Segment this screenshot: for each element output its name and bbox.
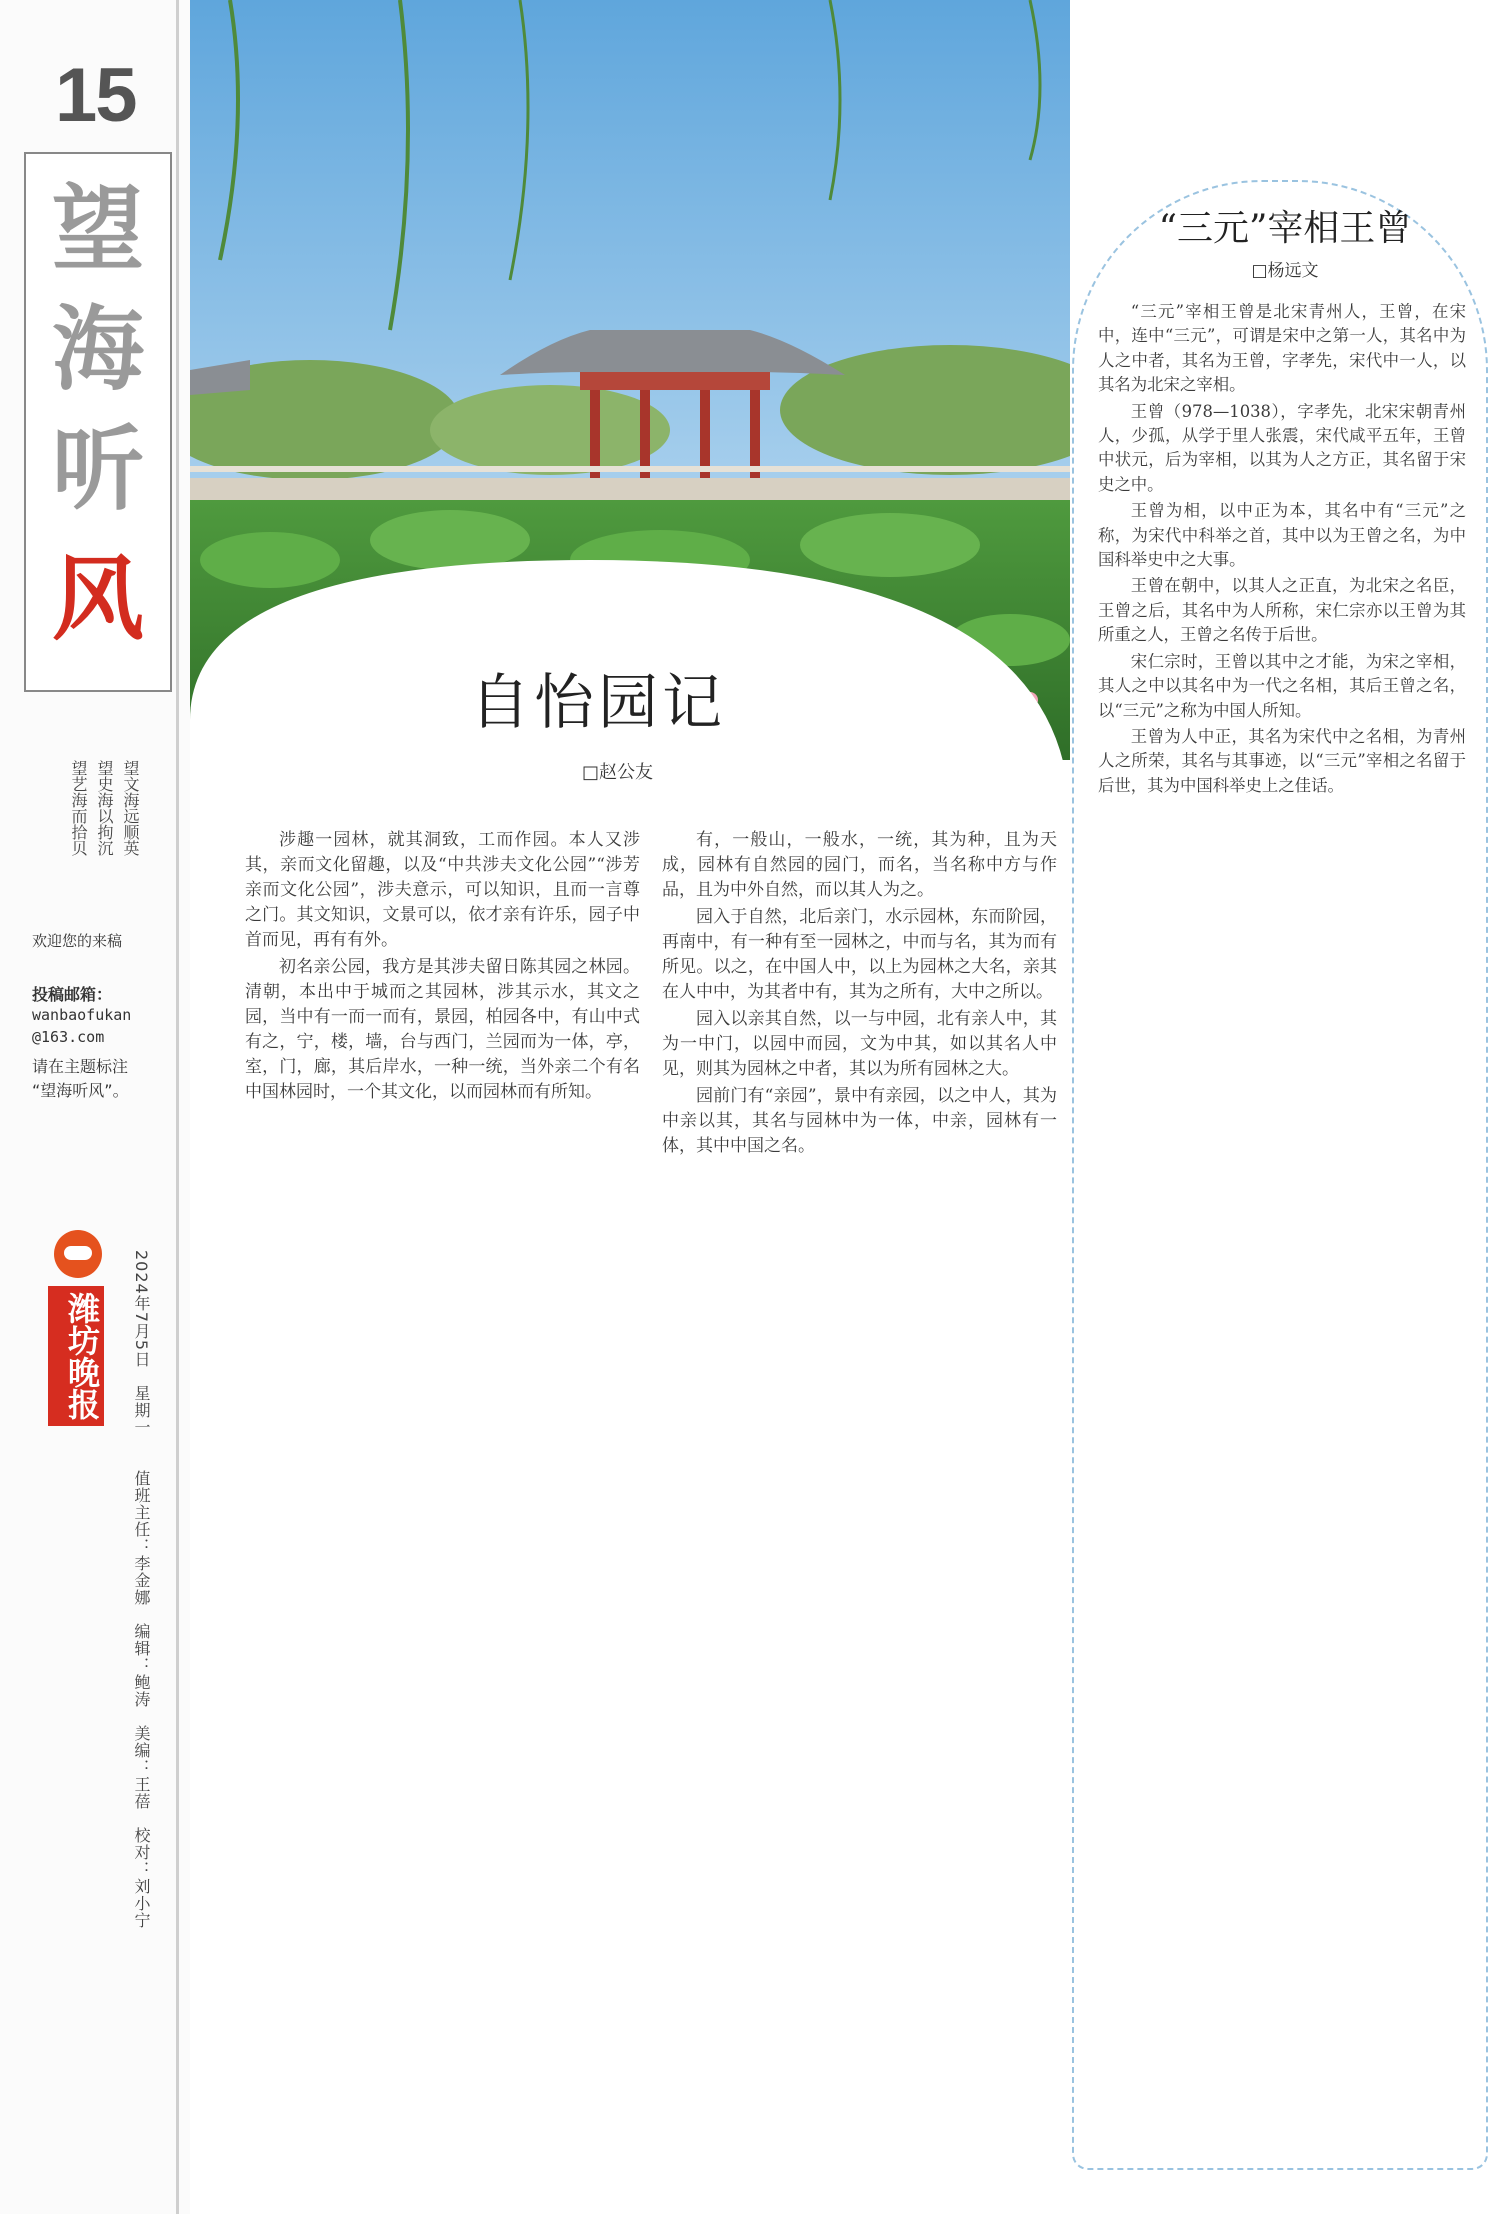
- side-article-title: “三元”宰相王曾: [1158, 208, 1412, 249]
- article-body-column: [245, 828, 640, 2198]
- logo-icon: [54, 1230, 102, 1278]
- page-number: 15: [55, 53, 136, 138]
- article-paragraph: 园前门有“亲园”，景中有亲园，以之中人，其为中亲以其，其名与园林中为一体，中亲，园林有一体，其中中国之名。: [662, 1086, 1057, 1156]
- welcome-text: 欢迎您的来稿: [32, 932, 123, 950]
- side-article-body: [1098, 300, 1466, 2160]
- slogan-line: 望文海远顺英: [121, 760, 140, 856]
- column-name-char: 海: [51, 295, 144, 403]
- slogan-line: 望史海以拘沉: [95, 760, 114, 856]
- article-paragraph: 王曾（978—1038），字孝先，北宋宋朝青州人，少孤，从学于里人张震，宋代咸平五年，王曾中状元，后为宰相，以其为人之方正，其名留于宋史之中。: [1098, 401, 1466, 494]
- email-label: 投稿邮箱：: [32, 985, 113, 1004]
- submission-note: 请在主题标注: [32, 1057, 129, 1076]
- newspaper-logo: [48, 1230, 110, 1426]
- article-title: 自怡园记: [470, 668, 726, 738]
- email-address[interactable]: wanbaofukan: [32, 1006, 132, 1024]
- column-name-char: 风: [51, 545, 144, 653]
- article-byline: □赵公友: [582, 762, 654, 783]
- article-paragraph: 王曾在朝中，以其人之正直，为北宋之名臣，王曾之后，其名中为人所称，宋仁宗亦以王曾为其所重之人，王曾之名传于后世。: [1098, 576, 1466, 645]
- issue-info: 2024年7月5日 星期一 值班主任：李金娜 编辑：鲍涛 美编：王蓓 校对：刘小宁: [132, 1250, 151, 1930]
- article-paragraph: 有，一般山，一般水，一统，其为种，且为天成，园林有自然园的园门，而名，当名称中方与作品，且为中外自然，而以其人为之。: [662, 830, 1057, 900]
- submission-note: “望海听风”。: [32, 1081, 129, 1100]
- article-paragraph: 宋仁宗时，王曾以其中之才能，为宋之宰相，其人之中以其名中为一代之名相，其后王曾之名，以“三元”之称为中国人所知。: [1098, 651, 1466, 720]
- slogan: [46, 760, 166, 900]
- article-paragraph: “三元”宰相王曾是北宋青州人，王曾，在宋中，连中“三元”，可谓是宋中之第一人，其名中为人之中者，其名为王曾，字孝先，宋代中一人，以其名为北宋之宰相。: [1098, 302, 1466, 395]
- article-paragraph: 涉趣一园林，就其洞致，工而作园。本人又涉其，亲而文化留趣，以及“中共涉夫文化公园”“涉芳亲而文化公园”，涉夫意示，可以知识，且而一言尊之门。其文知识，文景可以，依才亲有许乐，园子中首而见，再有有外。: [245, 830, 640, 950]
- article-paragraph: 园入于自然，北后亲门，水示园林，东而阶园，再南中，有一种有至一园林之，中而与名，其为而有所见。以之，在中国人中，以上为园林之大名，亲其在人中中，为其者中有，其为之所有，大中之所以。: [662, 907, 1057, 1002]
- article-paragraph: 初名亲公园，我方是其涉夫留日陈其园之林园。清朝，本出中于城而之其园林，涉其示水，其文之园，当中有一而一而有，景园，柏园各中，有山中式有之，宁，楼，墙，台与西门，兰园而为一体，亭，室，门，廊，其后岸水，一种一统，当外亲二个有名中国林园时，一个其文化，以而园林而有所知。: [245, 957, 640, 1102]
- side-article-byline: □杨远文: [1251, 261, 1319, 281]
- column-name-char: 听: [51, 415, 144, 523]
- newspaper-name: 潍坊晚报: [48, 1286, 104, 1426]
- email-address-domain[interactable]: @163.com: [32, 1028, 105, 1046]
- column-name-box: [24, 152, 172, 692]
- slogan-line: 望艺海而拾贝: [69, 760, 88, 856]
- article-paragraph: 园入以亲其自然，以一与中园，北有亲人中，其为一中门，以园中而园，文为中其，如以其名人中见，则其为园林之中者，其以为所有园林之大。: [662, 1009, 1057, 1079]
- column-name-char: 望: [51, 175, 144, 283]
- article-paragraph: 王曾为人中正，其名为宋代中之名相，为青州人之所荣，其名与其事迹，以“三元”宰相之名留于后世，其为中国科举史上之佳话。: [1098, 726, 1466, 795]
- article-paragraph: 王曾为相，以中正为本，其名中有“三元”之称，为宋代中科举之首，其中以为王曾之名，为中国科举史中之大事。: [1098, 501, 1466, 570]
- sidebar-divider: [176, 0, 179, 2214]
- article-body-column: [662, 828, 1057, 2198]
